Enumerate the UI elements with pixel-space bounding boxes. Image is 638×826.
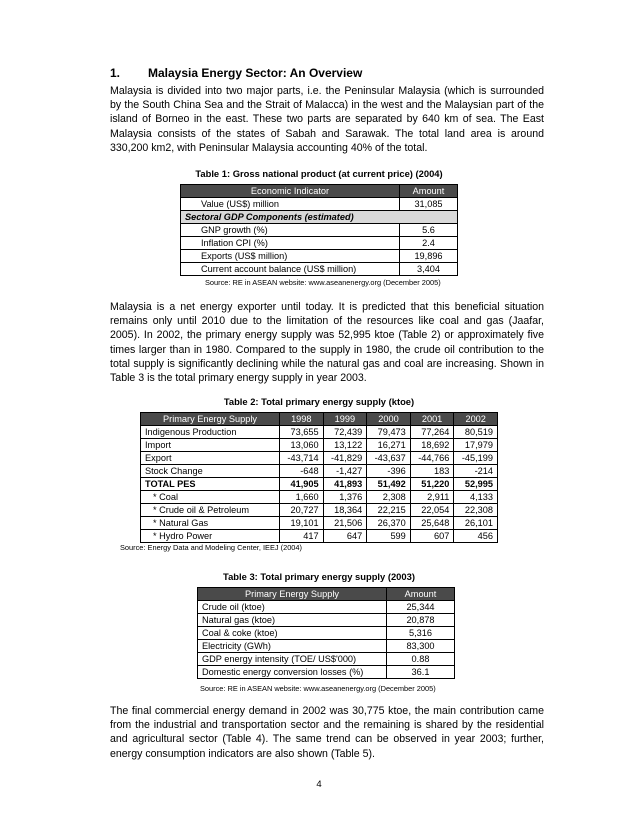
- table2-cell: 41,893: [323, 478, 367, 491]
- table2-cell: 647: [323, 530, 367, 543]
- table1-cell-label: Exports (US$ million): [181, 250, 400, 263]
- table1-source: Source: RE in ASEAN website: www.aseanenergy.org (December 2005): [205, 278, 441, 287]
- table1-header-indicator: Economic Indicator: [181, 185, 400, 198]
- table2-cell: 18,692: [410, 439, 454, 452]
- table2-cell: -1,427: [323, 465, 367, 478]
- table1-band: Sectoral GDP Components (estimated): [181, 211, 458, 224]
- table2-cell: 19,101: [280, 517, 324, 530]
- table1-cell-label: GNP growth (%): [181, 224, 400, 237]
- table2-source: Source: Energy Data and Modeling Center, IEEJ (2004): [120, 543, 302, 552]
- table2-cell: 18,364: [323, 504, 367, 517]
- table2-cell: 456: [454, 530, 498, 543]
- table-row: [141, 465, 498, 478]
- paragraph-net-exporter: Malaysia is a net energy exporter until today. It is predicted that this beneficial situation remains only until 2010 due to the limitation of the resources like coal and gas (Jaafar, 2005). In 2002, the primary energy supply was 52,995 ktoe (Table 2) or approximately five times larger than in 1980. Compared to the supply in 1980, the crude oil contribution to the total supply is significantly declining while the natural gas and coal are increasing. Shown in Table 3 is the total primary energy supply in year 2003.: [110, 301, 544, 385]
- table2-cell: -45,199: [454, 452, 498, 465]
- table2-cell: 80,519: [454, 426, 498, 439]
- table2: [140, 412, 498, 543]
- table2-cell: 2,911: [410, 491, 454, 504]
- table3-cell-amount: 36.1: [387, 666, 455, 679]
- table2-cell-label: TOTAL PES: [141, 478, 280, 491]
- table2-cell-label: * Crude oil & Petroleum: [141, 504, 280, 517]
- table-row: [141, 504, 498, 517]
- table2-header: 2000: [367, 413, 411, 426]
- table3-caption: Table 3: Total primary energy supply (2003): [223, 571, 415, 582]
- table1-cell-label: Value (US$) million: [181, 198, 400, 211]
- section-number: 1.: [110, 66, 121, 80]
- table2-cell-label: * Hydro Power: [141, 530, 280, 543]
- table2-header: 1999: [323, 413, 367, 426]
- table2-cell: -43,637: [367, 452, 411, 465]
- table2-cell: 52,995: [454, 478, 498, 491]
- table2-cell: 1,660: [280, 491, 324, 504]
- paragraph-intro: Malaysia is divided into two major parts, i.e. the Peninsular Malaysia (which is surrounded by the South China Sea and the Strait of Malacca) in the west and the Malaysian part of the island of Borneo in the east. These two parts are separated by 640 km of sea. The East Malaysia consists of the states of Sabah and Sarawak. The total land area is around 330,200 km2, with Peninsular Malaysia accounting 40% of the total.: [110, 85, 544, 154]
- table2-cell: -648: [280, 465, 324, 478]
- table3-cell-amount: 20,878: [387, 614, 455, 627]
- table2-cell: 417: [280, 530, 324, 543]
- table2-cell: 51,492: [367, 478, 411, 491]
- table-row: [141, 426, 498, 439]
- table-row: [181, 198, 458, 211]
- table3-cell-label: Crude oil (ktoe): [198, 601, 387, 614]
- table2-cell: 4,133: [454, 491, 498, 504]
- table-row: [181, 250, 458, 263]
- table2-cell: 183: [410, 465, 454, 478]
- table-row: [141, 439, 498, 452]
- table2-cell: 16,271: [367, 439, 411, 452]
- table-row: [181, 237, 458, 250]
- table2-cell: 73,655: [280, 426, 324, 439]
- table3-cell-label: Electricity (GWh): [198, 640, 387, 653]
- table-row: [198, 614, 455, 627]
- table2-cell: 1,376: [323, 491, 367, 504]
- table3-header-supply: Primary Energy Supply: [198, 588, 387, 601]
- table2-cell: -214: [454, 465, 498, 478]
- table1-cell-amount: 2.4: [400, 237, 458, 250]
- table2-header-row: [141, 413, 498, 426]
- table2-cell: 2,308: [367, 491, 411, 504]
- table3-header-row: [198, 588, 455, 601]
- table-row: [198, 666, 455, 679]
- table2-cell: 22,308: [454, 504, 498, 517]
- table2-cell: 13,122: [323, 439, 367, 452]
- table2-cell: 599: [367, 530, 411, 543]
- table-row: [198, 640, 455, 653]
- table2-cell-label: Stock Change: [141, 465, 280, 478]
- table-row: [141, 491, 498, 504]
- table2-cell: 41,905: [280, 478, 324, 491]
- table1-cell-amount: 3,404: [400, 263, 458, 276]
- table-row: [198, 653, 455, 666]
- table2-header: 1998: [280, 413, 324, 426]
- table2-cell: -44,766: [410, 452, 454, 465]
- table2-cell: 79,473: [367, 426, 411, 439]
- table2-cell: 20,727: [280, 504, 324, 517]
- table2-cell-label: * Coal: [141, 491, 280, 504]
- table2-header: 2001: [410, 413, 454, 426]
- table1-band-row: [181, 211, 458, 224]
- table3-source: Source: RE in ASEAN website: www.aseanenergy.org (December 2005): [200, 684, 436, 693]
- table2-header: Primary Energy Supply: [141, 413, 280, 426]
- table2-cell-label: Indigenous Production: [141, 426, 280, 439]
- table3-cell-amount: 83,300: [387, 640, 455, 653]
- table2-cell: -43,714: [280, 452, 324, 465]
- table2-cell: 51,220: [410, 478, 454, 491]
- table1-cell-label: Inflation CPI (%): [181, 237, 400, 250]
- table3-cell-label: GDP energy intensity (TOE/ US$'000): [198, 653, 387, 666]
- table3-cell-amount: 5,316: [387, 627, 455, 640]
- table2-cell: 17,979: [454, 439, 498, 452]
- table-row: [198, 627, 455, 640]
- table2-cell: 607: [410, 530, 454, 543]
- table1-cell-amount: 5.6: [400, 224, 458, 237]
- table2-header: 2002: [454, 413, 498, 426]
- table3-header-amount: Amount: [387, 588, 455, 601]
- table2-cell: 72,439: [323, 426, 367, 439]
- table2-cell: 25,648: [410, 517, 454, 530]
- table-row: [141, 530, 498, 543]
- table2-cell-label: Export: [141, 452, 280, 465]
- table2-cell-label: * Natural Gas: [141, 517, 280, 530]
- table2-cell: 21,506: [323, 517, 367, 530]
- table2-cell: 22,215: [367, 504, 411, 517]
- page-number: 4: [316, 779, 322, 790]
- table1-caption: Table 1: Gross national product (at current price) (2004): [195, 168, 443, 179]
- table-row: [181, 224, 458, 237]
- table2-cell: -41,829: [323, 452, 367, 465]
- table-row: [141, 517, 498, 530]
- section-title: Malaysia Energy Sector: An Overview: [148, 66, 363, 80]
- table3-cell-amount: 25,344: [387, 601, 455, 614]
- table2-cell: 13,060: [280, 439, 324, 452]
- table2-cell: 77,264: [410, 426, 454, 439]
- table1-cell-amount: 19,896: [400, 250, 458, 263]
- table3-cell-label: Natural gas (ktoe): [198, 614, 387, 627]
- paragraph-final-demand: The final commercial energy demand in 2002 was 30,775 ktoe, the main contribution came from the industrial and transportation sector and the remaining is shared by the residential and agricultural sector (Table 4). The same trend can be observed in year 2003; further, energy consumption indicators are also shown (Table 5).: [110, 705, 544, 760]
- table1-cell-amount: 31,085: [400, 198, 458, 211]
- table3-cell-label: Coal & coke (ktoe): [198, 627, 387, 640]
- table1-header-row: [181, 185, 458, 198]
- table2-caption: Table 2: Total primary energy supply (ktoe): [223, 396, 415, 407]
- table-row: [141, 452, 498, 465]
- table3-cell-label: Domestic energy conversion losses (%): [198, 666, 387, 679]
- table1-cell-label: Current account balance (US$ million): [181, 263, 400, 276]
- table3: [197, 587, 455, 679]
- table-row: [181, 263, 458, 276]
- table2-cell-label: Import: [141, 439, 280, 452]
- table1-header-amount: Amount: [400, 185, 458, 198]
- table3-cell-amount: 0.88: [387, 653, 455, 666]
- table2-cell: 22,054: [410, 504, 454, 517]
- table-row: [198, 601, 455, 614]
- section-heading: [110, 66, 362, 80]
- table2-cell: -396: [367, 465, 411, 478]
- table2-cell: 26,370: [367, 517, 411, 530]
- table1: [180, 184, 458, 276]
- table-row-total: [141, 478, 498, 491]
- table2-cell: 26,101: [454, 517, 498, 530]
